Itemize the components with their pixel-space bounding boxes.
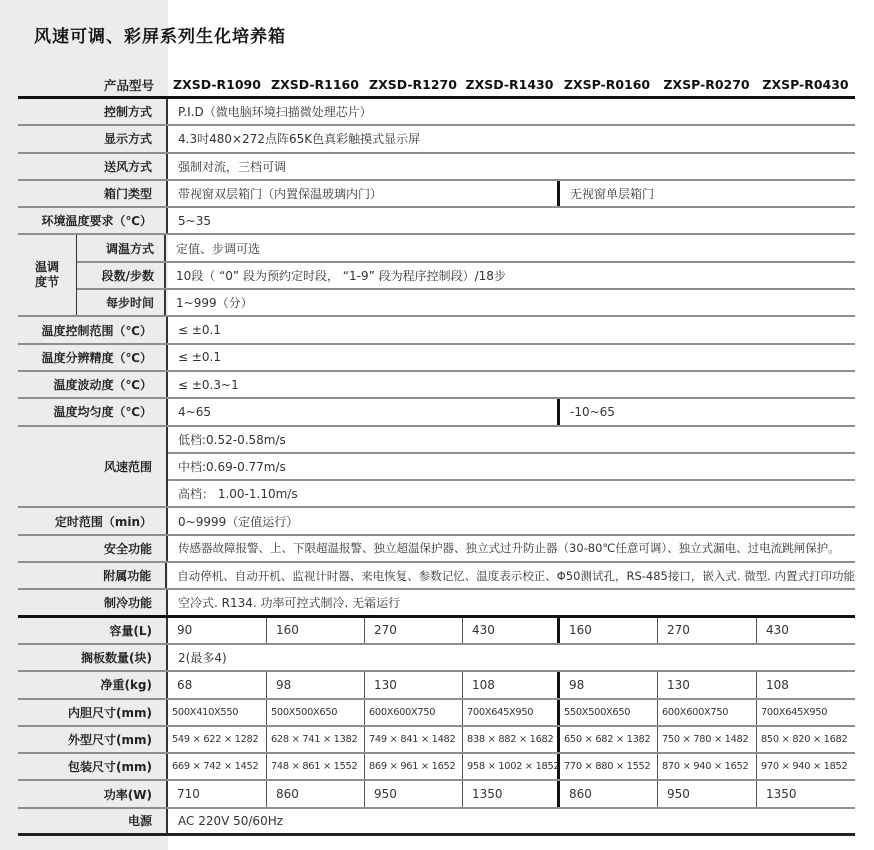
wind-speed-mid: 中档:0.69-0.77m/s (168, 454, 855, 481)
outer-size-value: 850 × 820 × 1682 (756, 727, 855, 752)
row-temp-fluctuation (18, 372, 855, 399)
row-value: 强制对流，三档可调 (178, 159, 287, 174)
row-capacity (18, 618, 855, 645)
net-weight-value: 68 (177, 677, 193, 692)
pack-size-value: 970 × 940 × 1852 (756, 754, 855, 779)
row-door-type (18, 181, 855, 208)
power-value: 950 (364, 781, 462, 806)
row-temp-uniformity (18, 399, 855, 426)
uniformity-zxsp: -10~65 (557, 399, 855, 424)
row-label: 定时范围（min） (18, 508, 168, 533)
row-value: P.I.D（微电脑环境扫描微处理芯片） (178, 105, 372, 120)
row-label: 制冷功能 (18, 590, 168, 614)
capacity-value: 270 (364, 618, 462, 643)
power-value: 1350 (756, 781, 855, 806)
row-label: 电源 (18, 809, 168, 833)
pack-size-value: 958 × 1002 × 1852 (462, 754, 557, 779)
table-header-row (18, 73, 855, 99)
row-label: 段数/步数 (77, 263, 166, 288)
row-label: 环境温度要求（℃） (18, 208, 168, 233)
row-label: 内胆尺寸(mm) (18, 700, 168, 725)
model-name: ZXSP-R0160 (563, 77, 651, 92)
inner-size-value: 500X500X650 (266, 700, 364, 725)
capacity-value: 430 (756, 618, 855, 643)
group-wind-speed (18, 427, 855, 509)
row-segments-steps (77, 263, 855, 290)
capacity-value: 430 (462, 618, 557, 643)
row-label: 控制方式 (18, 99, 168, 124)
row-label: 箱门类型 (18, 181, 168, 206)
outer-size-value: 750 × 780 × 1482 (657, 727, 756, 752)
row-temp-adjust-mode (77, 235, 855, 262)
wind-speed-low: 低档:0.52-0.58m/s (168, 427, 855, 454)
row-label: 外型尺寸(mm) (18, 727, 168, 752)
inner-size-value: 600X600X750 (657, 700, 756, 725)
spec-table (18, 73, 855, 836)
row-cooling-function (18, 590, 855, 617)
group-label-line1: 温调 (34, 260, 59, 275)
model-name: ZXSD-R1430 (465, 77, 554, 92)
row-value: 定值、步调可选 (176, 241, 261, 256)
row-value: 空冷式. R134. 功率可控式制冷. 无霜运行 (178, 595, 401, 610)
row-label: 包装尺寸(mm) (18, 754, 168, 779)
group-label-line2: 度节 (34, 275, 59, 290)
row-temp-control-range (18, 317, 855, 344)
net-weight-value: 98 (266, 672, 364, 697)
row-net-weight (18, 672, 855, 699)
net-weight-value: 130 (657, 672, 756, 697)
row-attached-functions (18, 563, 855, 590)
row-timer-range (18, 508, 855, 535)
row-label: 温度波动度（℃） (18, 372, 168, 397)
door-type-zxsd: 带视窗双层箱门（内置保温玻璃内门） (178, 187, 383, 202)
net-weight-value: 108 (462, 672, 557, 697)
row-ambient-temp (18, 208, 855, 235)
inner-size-value: 700X645X950 (462, 700, 557, 725)
row-value: 10段（ “0” 段为预约定时段， “1-9” 段为程序控制段）/18步 (176, 268, 506, 283)
row-label: 温度控制范围（℃） (18, 317, 168, 342)
power-value: 710 (177, 787, 200, 802)
row-label: 每步时间 (77, 290, 166, 315)
power-value: 860 (266, 781, 364, 806)
row-value: ≤ ±0.1 (178, 323, 222, 338)
row-label: 风速范围 (18, 427, 168, 507)
outer-size-value: 749 × 841 × 1482 (364, 727, 462, 752)
row-label: 温度分辨精度（℃） (18, 345, 168, 370)
row-label: 温度均匀度（℃） (18, 399, 168, 424)
pack-size-value: 869 × 961 × 1652 (364, 754, 462, 779)
model-name: ZXSP-R0270 (663, 77, 750, 92)
pack-size-value: 748 × 861 × 1552 (266, 754, 364, 779)
row-value: 1~999（分） (176, 296, 253, 311)
row-value: 2(最多4) (178, 651, 227, 666)
row-inner-size (18, 700, 855, 727)
row-label: 显示方式 (18, 126, 168, 151)
model-name: ZXSD-R1270 (369, 77, 457, 92)
row-temp-resolution (18, 345, 855, 372)
model-name: ZXSD-R1090 (173, 77, 261, 92)
inner-size-value: 600X600X750 (364, 700, 462, 725)
row-value: ≤ ±0.1 (178, 350, 222, 365)
row-value: 传感器故障报警、上、下限超温报警、独立超温保护器、独立式过升防止器（30-80℃任意可调）、独立式漏电、过电流跳闸保护。 (178, 541, 840, 556)
row-value: 5~35 (178, 213, 211, 228)
outer-size-value: 838 × 882 × 1682 (462, 727, 557, 752)
row-step-time (77, 290, 855, 315)
row-value: ≤ ±0.3~1 (178, 377, 239, 392)
inner-size-value: 550X500X650 (557, 700, 657, 725)
capacity-value: 270 (657, 618, 756, 643)
capacity-value: 160 (557, 618, 657, 643)
net-weight-value: 98 (557, 672, 657, 697)
row-shelf-count (18, 645, 855, 672)
wind-speed-high: 高档： 1.00-1.10m/s (178, 487, 298, 502)
header-label: 产品型号 (103, 77, 154, 93)
power-value: 950 (657, 781, 756, 806)
capacity-value: 160 (266, 618, 364, 643)
door-type-zxsp: 无视窗单层箱门 (557, 181, 855, 206)
pack-size-value: 870 × 940 × 1652 (657, 754, 756, 779)
row-label: 功率(W) (18, 781, 168, 806)
page-title: 风速可调、彩屏系列生化培养箱 (34, 27, 286, 47)
row-pack-size (18, 754, 855, 781)
power-value: 860 (557, 781, 657, 806)
group-label (18, 235, 77, 315)
row-display-method (18, 126, 855, 153)
inner-size-value: 500X410X550 (172, 706, 239, 718)
pack-size-value: 770 × 880 × 1552 (557, 754, 657, 779)
net-weight-value: 108 (756, 672, 855, 697)
inner-size-value: 700X645X950 (756, 700, 855, 725)
pack-size-value: 669 × 742 × 1452 (172, 761, 259, 773)
net-weight-value: 130 (364, 672, 462, 697)
row-label: 容量(L) (18, 618, 168, 643)
outer-size-value: 650 × 682 × 1382 (557, 727, 657, 752)
row-label: 净重(kg) (18, 672, 168, 697)
row-safety-functions (18, 536, 855, 563)
row-value: 0~9999（定值运行） (178, 514, 299, 529)
row-control-method (18, 99, 855, 126)
row-label: 搁板数量(块) (18, 645, 168, 670)
row-power-supply (18, 809, 855, 836)
row-label: 送风方式 (18, 154, 168, 179)
outer-size-value: 628 × 741 × 1382 (266, 727, 364, 752)
group-temp-adjust (18, 235, 855, 317)
model-name: ZXSD-R1160 (271, 77, 359, 92)
row-airflow-method (18, 154, 855, 181)
row-value: AC 220V 50/60Hz (178, 813, 284, 828)
uniformity-zxsd: 4~65 (178, 404, 211, 419)
power-value: 1350 (462, 781, 557, 806)
model-name: ZXSP-R0430 (762, 77, 849, 92)
row-label: 附属功能 (18, 563, 167, 588)
row-label: 调温方式 (77, 235, 166, 260)
row-value: 4.3吋480×272点阵65K色真彩触摸式显示屏 (178, 132, 421, 147)
row-power (18, 781, 855, 808)
row-label: 安全功能 (18, 536, 168, 561)
capacity-value: 90 (177, 623, 193, 638)
row-outer-size (18, 727, 855, 754)
row-value: 自动停机、自动开机、监视计时器、来电恢复、参数记忆、温度表示校正、Φ50测试孔，RS-485接口，嵌入式. 微型. 内置式打印功能 (177, 568, 855, 583)
outer-size-value: 549 × 622 × 1282 (172, 733, 259, 745)
